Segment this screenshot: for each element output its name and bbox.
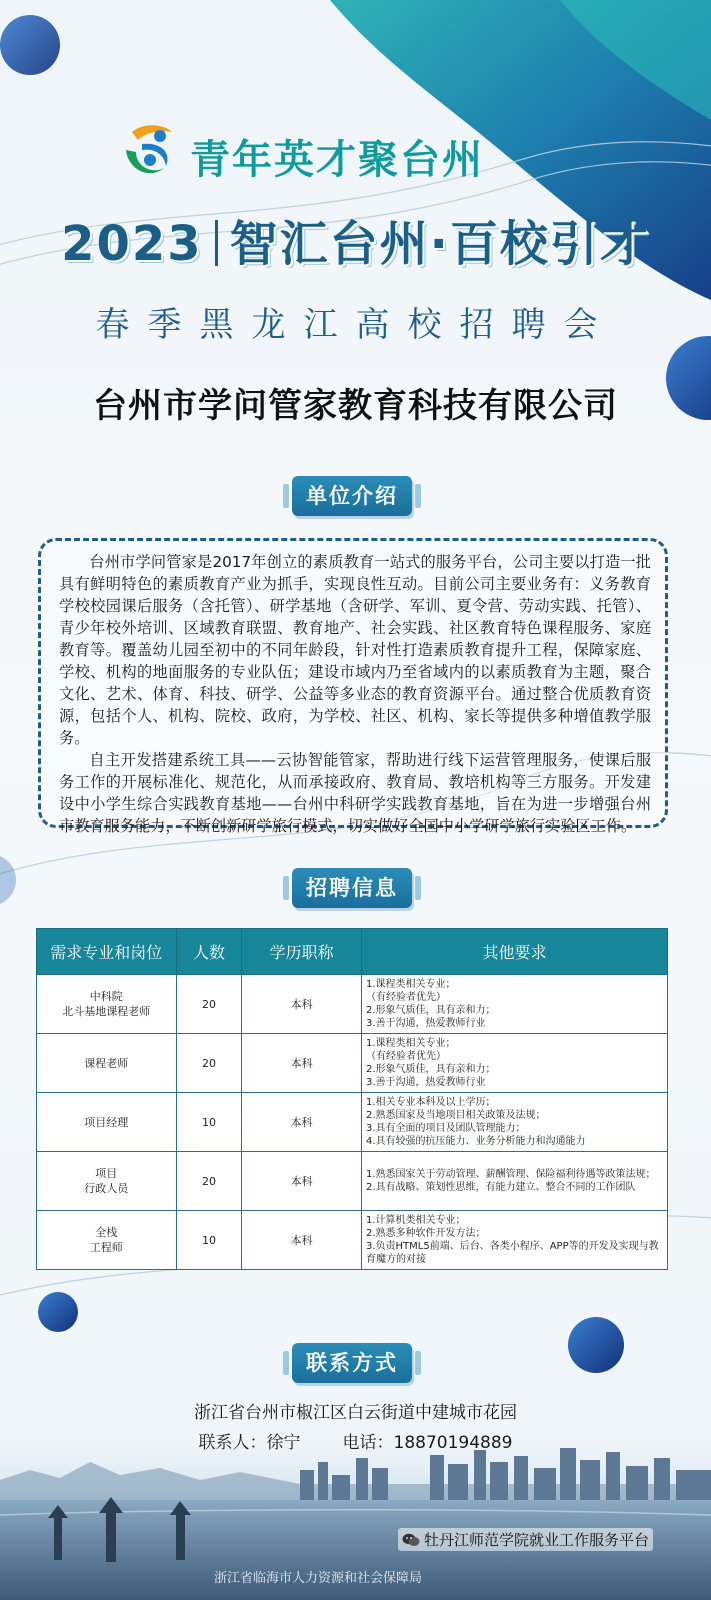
position-line: 行政人员: [84, 1182, 129, 1195]
intro-paragraph-1: 台州市学问管家是2017年创立的素质教育一站式的服务平台，公司主要以打造一批具有鲜明特色的素质教育产业为抓手，实现良性互动。目前公司主要业务有：义务教育学校校园课后服务（含托管）、研学基地（含研学、军训、夏令营、劳动实践、托管）、青少年校外培训、区域教育联盟、教育地产、社会实践、社区教育特色课程服务、家庭教育等。覆盖幼儿园至初中的不同年龄段，针对性打造素质教育提升工程，保障家庭、学校、机构的地面服务的专业队伍；建设市域内乃至省域内的以素质教育为主题，聚合文化、艺术、体育、科技、研学、公益等多业态的教育资源平台。通过整合优质教育资源，包括个人、机构、院校、政府，为学校、社区、机构、家长等提供多种增值教学服务。: [59, 553, 651, 747]
requirement-line: 育魔方的对接: [365, 1254, 426, 1265]
position-cell: [37, 975, 177, 1034]
education-cell: 本科: [242, 1211, 362, 1270]
education-cell: 本科: [242, 1152, 362, 1211]
requirements-cell: [361, 1152, 667, 1211]
brand-logo-icon: [120, 122, 178, 182]
headline-divider: [215, 220, 218, 266]
badge-edge-left: [283, 484, 289, 508]
table-row: [37, 975, 668, 1034]
position-line: 工程师: [89, 1241, 123, 1254]
recruit-section-title: [292, 868, 412, 908]
contact-label: 联系人：: [198, 1433, 267, 1453]
requirement-line: 1.相关专业本科及以上学历；: [365, 1097, 496, 1108]
phone-number[interactable]: 18870194889: [393, 1433, 513, 1453]
requirement-line: 3.善于沟通，热爱教师行业: [365, 1018, 486, 1029]
requirement-line: 2.具有战略、策划性思维，有能力建立、整合不同的工作团队: [365, 1182, 636, 1193]
contact-address: 浙江省台州市椒江区白云街道中建城市花园: [194, 1403, 517, 1423]
position-line: 课程老师: [84, 1056, 129, 1070]
event-headline: [0, 205, 711, 274]
badge-edge-right: [415, 484, 421, 508]
recruit-title-text: 招聘信息: [306, 876, 398, 900]
education-cell: 本科: [242, 1093, 362, 1152]
requirement-line: 4.具有较强的抗压能力、业务分析能力和沟通能力: [365, 1136, 586, 1147]
table-row: [37, 1034, 668, 1093]
recruitment-table: [36, 928, 668, 1270]
brand-slogan: 青年英才聚台州: [190, 137, 484, 183]
position-cell: [37, 1152, 177, 1211]
position-line: 项目: [95, 1167, 118, 1180]
event-subheadline: 春季黑龙江高校招聘会: [95, 305, 616, 345]
requirements-cell: [361, 1211, 667, 1270]
requirement-line: 2.熟悉国家及当地项目相关政策及法规；: [365, 1110, 546, 1121]
contact-title-text: 联系方式: [306, 1351, 398, 1375]
intro-title-text: 单位介绍: [306, 484, 398, 508]
contact-name: 徐宁: [266, 1433, 301, 1453]
badge-edge-left: [283, 1351, 289, 1375]
header-requirements: 其他要求: [361, 929, 667, 975]
position-cell: [37, 1211, 177, 1270]
requirement-line: 3.负责HTML5前端、后台、各类小程序、APP等的开发及实现与教: [365, 1241, 659, 1252]
position-line: 中科院: [89, 990, 123, 1003]
wechat-icon: [402, 1533, 420, 1547]
requirement-line: 2.形象气质佳，具有亲和力；: [365, 1064, 496, 1075]
badge-edge-right: [415, 1351, 421, 1375]
count-cell: 10: [176, 1093, 242, 1152]
count-cell: 20: [176, 1152, 242, 1211]
table-row: [37, 1093, 668, 1152]
position-cell: [37, 1034, 177, 1093]
requirement-line: 3.善于沟通，热爱教师行业: [365, 1077, 486, 1088]
header-education: 学历职称: [242, 929, 362, 975]
education-cell: 本科: [242, 1034, 362, 1093]
position-line: 北斗基地课程老师: [62, 1005, 151, 1018]
position-cell: [37, 1093, 177, 1152]
table-row: [37, 1152, 668, 1211]
requirement-line: （有经验者优先）: [365, 992, 446, 1003]
company-intro-box: [38, 538, 668, 835]
intro-paragraph-2: 自主开发搭建系统工具——云协智能管家，帮助进行线下运营管理服务，使课后服务工作的开展标准化、规范化，从而承接政府、教育局、教培机构等三方服务。开发建设中小学生综合实践教育基地——台州中科研学实践教育基地，旨在为进一步增强台州市教育服务能力，不断创新研学旅行模式，切实做好全国中小学研学旅行实验区工作。: [59, 751, 651, 835]
requirements-cell: [361, 975, 667, 1034]
footer-agency: 浙江省临海市人力资源和社会保障局: [214, 1571, 423, 1586]
table-header-row: [37, 929, 668, 975]
event-year: 2023: [61, 216, 203, 272]
requirement-line: 1.课程类相关专业；: [365, 979, 456, 990]
requirement-line: 2.熟悉多种软件开发方法；: [365, 1228, 486, 1239]
position-line: 项目经理: [84, 1115, 129, 1129]
count-cell: 20: [176, 1034, 242, 1093]
requirement-line: 1.熟悉国家关于劳动管理、薪酬管理、保险福利待遇等政策法规；: [365, 1169, 656, 1180]
intro-section-title: [292, 476, 412, 516]
education-cell: 本科: [242, 975, 362, 1034]
badge-edge-left: [283, 876, 289, 900]
requirement-line: （有经验者优先）: [365, 1051, 446, 1062]
requirements-cell: [361, 1034, 667, 1093]
requirement-line: 2.形象气质佳，具有亲和力；: [365, 1005, 496, 1016]
count-cell: 10: [176, 1211, 242, 1270]
contact-section-title: [292, 1343, 412, 1383]
wechat-account-name: 牡丹江师范学院就业工作服务平台: [424, 1531, 650, 1549]
event-title: 智汇台州·百校引才: [229, 216, 650, 272]
phone-label: 电话：: [342, 1433, 394, 1453]
requirement-line: 1.计算机类相关专业；: [365, 1215, 466, 1226]
requirement-line: 1.课程类相关专业；: [365, 1038, 456, 1049]
wechat-account-watermark: [398, 1528, 653, 1551]
header-count: 人数: [176, 929, 242, 975]
badge-edge-right: [415, 876, 421, 900]
count-cell: 20: [176, 975, 242, 1034]
requirements-cell: [361, 1093, 667, 1152]
company-name: 台州市学问管家教育科技有限公司: [93, 386, 618, 426]
table-row: [37, 1211, 668, 1270]
position-line: 全栈: [95, 1226, 118, 1239]
requirement-line: 3.具有全面的项目及团队管理能力；: [365, 1123, 526, 1134]
contact-person-line: [0, 1428, 711, 1453]
header-position: 需求专业和岗位: [37, 929, 177, 975]
